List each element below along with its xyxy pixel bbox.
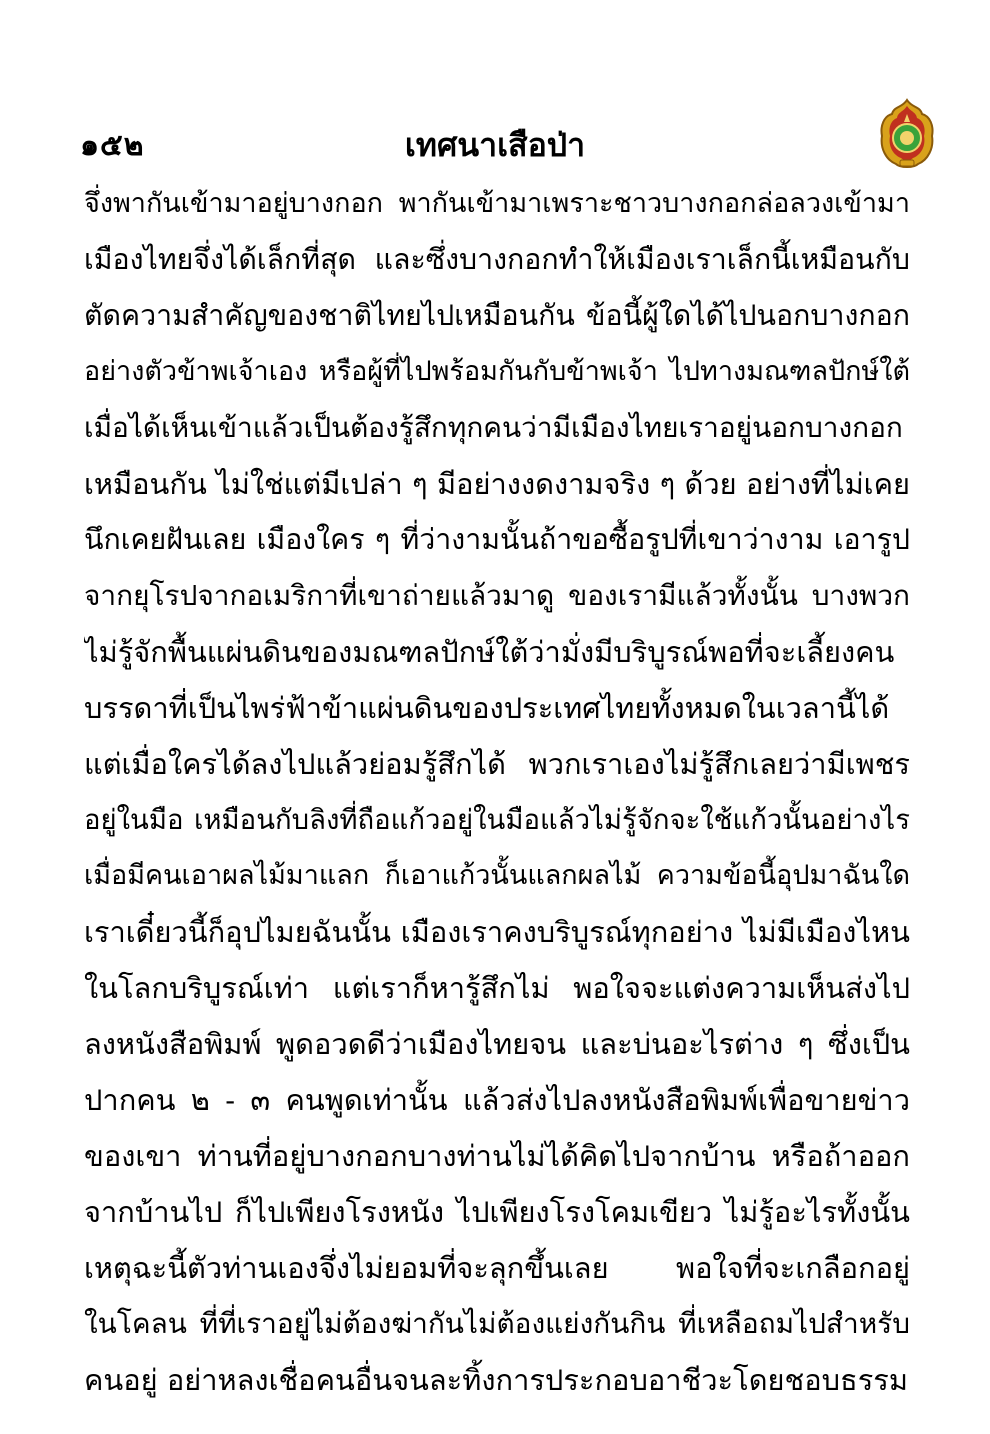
text-line: เมื่อได้เห็นเข้าแล้วเป็นต้องรู้สึกทุกคนว่ามีเมืองไทยเราอยู่นอกบางกอก — [84, 411, 903, 444]
text-line: ลงหนังสือพิมพ์ พูดอวดดีว่าเมืองไทยจน และบ่นอะไรต่าง ๆ ซึ่งเป็น — [84, 1027, 910, 1061]
text-line: ในโลกบริบูรณ์เท่า แต่เราก็หารู้สึกไม่ พอใจจะแต่งความเห็นส่งไป — [84, 971, 910, 1005]
text-line: จากบ้านไป ก็ไปเพียงโรงหนัง ไปเพียงโรงโคมเขียว ไม่รู้อะไรทั้งนั้น — [84, 1195, 910, 1229]
text-line: ไม่รู้จักพื้นแผ่นดินของมณฑลปักษ์ใต้ว่ามั่งมีบริบูรณ์พอที่จะเลี้ยงคน — [84, 635, 895, 669]
emblem-logo-icon — [876, 98, 938, 170]
page-number: ๑๕๒ — [80, 128, 145, 163]
text-line: บรรดาที่เป็นไพร่ฟ้าข้าแผ่นดินของประเทศไทยทั้งหมดในเวลานี้ได้ — [84, 691, 890, 725]
text-line: เมื่อมีคนเอาผลไม้มาแลก ก็เอาแก้วนั้นแลกผลไม้ ความข้อนี้อุปมาฉันใด — [84, 860, 910, 891]
text-line: เราเดี๋ยวนี้ก็อุปไมยฉันนั้น เมืองเราคงบริบูรณ์ทุกอย่าง ไม่มีเมืองไหน — [84, 915, 910, 949]
text-line: ในโคลน ที่ที่เราอยู่ไม่ต้องฆ่ากันไม่ต้องแย่งกันกิน ที่เหลือถมไปสำหรับ — [84, 1307, 910, 1340]
body-text — [84, 176, 910, 1408]
text-line: เหตุฉะนี้ตัวท่านเองจึ่งไม่ยอมที่จะลุกขึ้นเลย พอใจที่จะเกลือกอยู่ — [84, 1251, 910, 1285]
text-line: แต่เมื่อใครได้ลงไปแล้วย่อมรู้สึกได้ พวกเราเองไม่รู้สึกเลยว่ามีเพชร — [84, 747, 910, 781]
text-line: เหมือนกัน ไม่ใช่แต่มีเปล่า ๆ มีอย่างงดงามจริง ๆ ด้วย อย่างที่ไม่เคย — [84, 467, 910, 501]
text-line: นึกเคยฝันเลย เมืองใคร ๆ ที่ว่างามนั้นถ้าขอซื้อรูปที่เขาว่างาม เอารูป — [84, 523, 910, 556]
text-line: คนอยู่ อย่าหลงเชื่อคนอื่นจนละทิ้งการประกอบอาชีวะโดยชอบธรรม — [84, 1363, 908, 1397]
text-line: จากยุโรปจากอเมริกาที่เขาถ่ายแล้วมาดู ของเรามีแล้วทั้งนั้น บางพวก — [84, 579, 910, 612]
text-line: อย่างตัวข้าพเจ้าเอง หรือผู้ที่ไปพร้อมกันกับข้าพเจ้า ไปทางมณฑลปักษ์ใต้ — [84, 356, 910, 387]
text-line: ปากคน ๒ - ๓ คนพูดเท่านั้น แล้วส่งไปลงหนังสือพิมพ์เพื่อขายข่าว — [84, 1083, 910, 1117]
text-line: อยู่ในมือ เหมือนกับลิงที่ถือแก้วอยู่ในมือแล้วไม่รู้จักจะใช้แก้วนั้นอย่างไร — [84, 804, 910, 836]
text-line: เมืองไทยจึ่งได้เล็กที่สุด และซึ่งบางกอกทำให้เมืองเราเล็กนี้เหมือนกับ — [84, 243, 910, 276]
text-line: ของเขา ท่านที่อยู่บางกอกบางท่านไม่ได้คิดไปจากบ้าน หรือถ้าออก — [84, 1139, 910, 1173]
text-line: จึ่งพากันเข้ามาอยู่บางกอก พากันเข้ามาเพราะชาวบางกอกล่อลวงเข้ามา — [84, 188, 910, 219]
page-title: เทศนาเสือป่า — [404, 126, 586, 164]
text-line: ตัดความสำคัญของชาติไทยไปเหมือนกัน ข้อนี้ผู้ใดได้ไปนอกบางกอก — [84, 299, 910, 332]
